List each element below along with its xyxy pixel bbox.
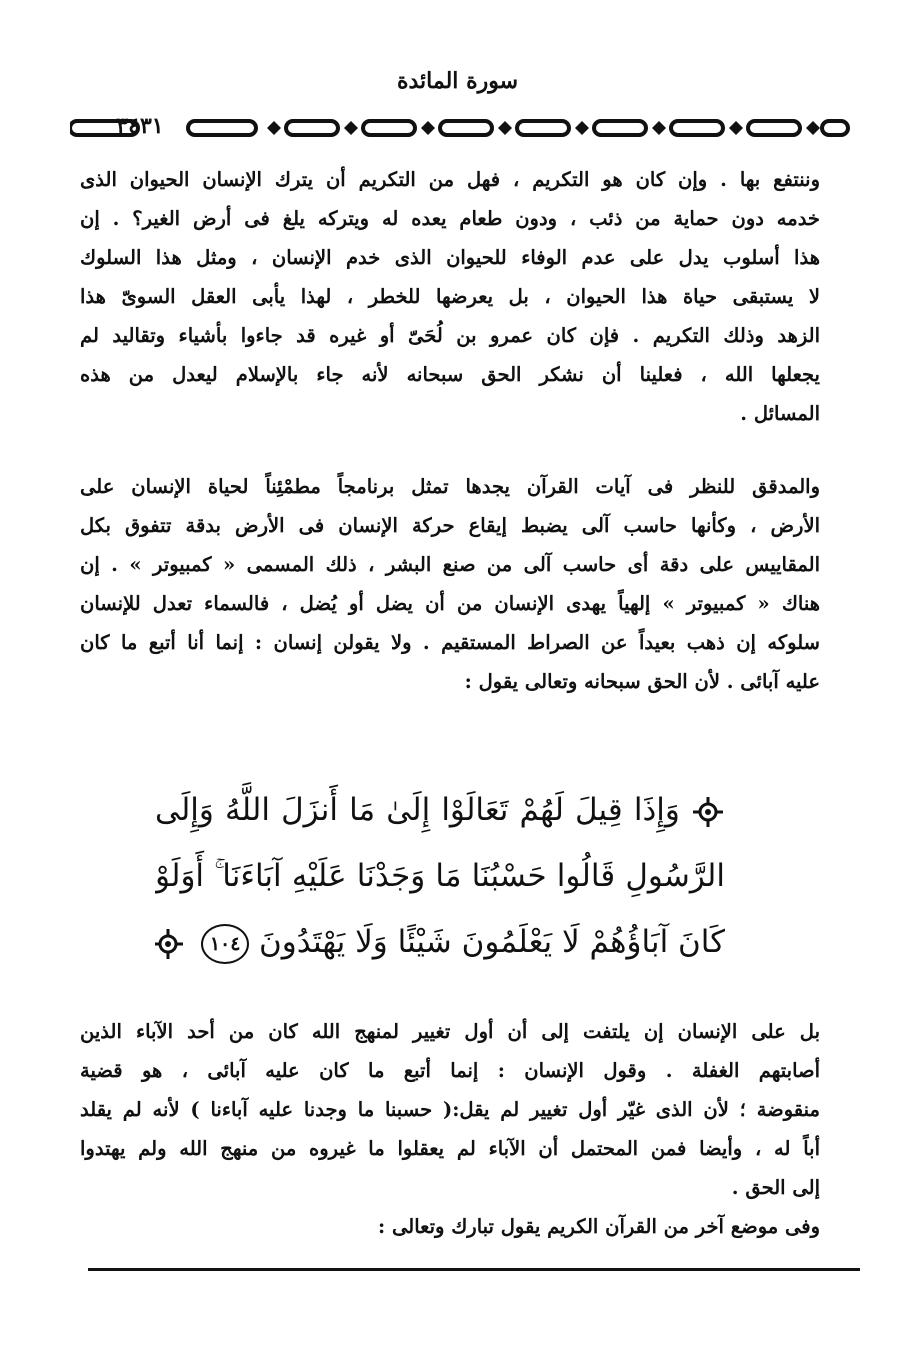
text-line: سلوكه إن ذهب بعيداً عن الصراط المستقيم . ولا يقولن إنسان : إنما أنا أتبع ما كان <box>80 631 820 654</box>
verse-line-text: كَانَ آبَاؤُهُمْ لَا يَعْلَمُونَ شَيْئًا وَلَا يَهْتَدُونَ <box>258 924 725 960</box>
verse-line <box>155 777 725 843</box>
text-line: أصابتهم الغفلة . وقول الإنسان : إنما أتبع ما كان عليه آبائى ، هو قضية <box>80 1059 820 1082</box>
verse-line-text: وَإِذَا قِيلَ لَهُمْ تَعَالَوْا إِلَىٰ مَا أَنزَلَ اللَّهُ وَإِلَى <box>155 792 680 828</box>
text-line: لا يستبقى حياة هذا الحيوان ، بل يعرضها للخطر ، لهذا يأبى العقل السوىّ هذا <box>80 285 820 308</box>
paragraph-1 <box>80 160 820 433</box>
text-line: الأرض ، وكأنها حاسب آلى يضبط إيقاع حركة الإنسان فى الأرض بدقة تتفوق بكل <box>80 514 820 537</box>
text-line: هناك « كمبيوتر » إلهياً يهدى الإنسان من أن يضل أو يُضل ، فالسماء تعدل للإنسان <box>80 592 820 615</box>
verse-line: الرَّسُولِ قَالُوا حَسْبُنَا مَا وَجَدْنَا عَلَيْهِ آبَاءَنَا ۚ أَوَلَوْ <box>155 858 725 894</box>
paragraph-3 <box>80 1012 820 1246</box>
surah-title: سورة المائدة <box>396 68 519 94</box>
verse-ornament-end-icon <box>155 927 191 961</box>
quran-verse <box>155 777 725 975</box>
text-line: المقاييس على دقة أى حاسب آلى من صنع البشر ، ذلك المسمى « كمبيوتر » . إن <box>80 553 820 576</box>
text-line: إلى الحق . <box>731 1176 820 1199</box>
verse-ornament-start-icon <box>691 795 725 829</box>
text-line: هذا أسلوب يدل على عدم الوفاء للحيوان الذى خدم الإنسان ، ومثل هذا السلوك <box>80 246 820 269</box>
ayah-number-badge: ١٠٤ <box>201 924 249 964</box>
text-line: وفى موضع آخر من القرآن الكريم يقول تبارك وتعالى : <box>378 1215 820 1238</box>
text-line: بل على الإنسان إن يلتفت إلى أن أول تغيير لمنهج الله كان من أحد الآباء الذين <box>80 1020 820 1043</box>
text-line: أباً له ، وأيضا فمن المحتمل أن الآباء لم يعقلوا ما غيروه من منهج الله ولم يهتدوا <box>80 1137 820 1160</box>
page-number: ٣٤٣١ <box>116 113 164 139</box>
text-line: الزهد وذلك التكريم . فإن كان عمرو بن لُحَىّ أو غيره قد جاءوا بأشياء وتقاليد لم <box>80 324 820 347</box>
text-line: منقوضة ؛ لأن الذى غيّر أول تغيير لم يقل:( حسبنا ما وجدنا عليه آباءنا ) لأنه لم يقلد <box>80 1098 820 1121</box>
verse-line <box>155 909 725 975</box>
text-line: عليه آبائى . لأن الحق سبحانه وتعالى يقول : <box>464 670 820 693</box>
text-line: المسائل . <box>740 402 820 425</box>
paragraph-2 <box>80 467 820 701</box>
text-line: خدمه دون حماية من ذئب ، ودون طعام يعده له ويتركه يلغ فى أرض الغير؟ . إن <box>80 207 820 230</box>
text-line: وننتفع بها . وإن كان هو التكريم ، فهل من التكريم أن يترك الإنسان الحيوان الذى <box>80 168 820 191</box>
footer-rule <box>88 1268 860 1271</box>
text-line: يجعلها الله ، فعلينا أن نشكر الحق سبحانه لأنه جاء بالإسلام ليعدل من هذه <box>80 363 820 386</box>
text-line: والمدقق للنظر فى آيات القرآن يجدها تمثل برنامجاً مطمْئِناً لحياة الإنسان على <box>80 475 820 498</box>
